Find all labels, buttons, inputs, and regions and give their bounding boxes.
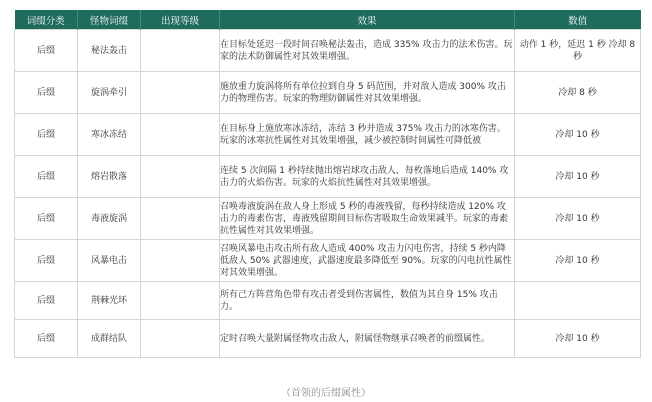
affix-category: 后缀 — [15, 240, 78, 282]
affix-level — [141, 240, 220, 282]
affix-name: 成群结队 — [78, 320, 141, 358]
affix-value: 冷却 10 秒 — [515, 114, 641, 156]
header-value: 数值 — [515, 10, 641, 30]
affix-level — [141, 30, 220, 72]
affix-level — [141, 320, 220, 358]
table-row — [15, 282, 641, 320]
affix-name: 熔岩散落 — [78, 156, 141, 198]
header-monster-affix: 怪物词缀 — [78, 10, 141, 30]
affix-name: 寒冰冻结 — [78, 114, 141, 156]
affix-category: 后缀 — [15, 30, 78, 72]
table-header-row — [15, 10, 641, 30]
header-appear-level: 出现等级 — [141, 10, 220, 30]
affix-name: 毒液旋涡 — [78, 198, 141, 240]
table-row — [15, 320, 641, 358]
affix-level — [141, 72, 220, 114]
table-row — [15, 72, 641, 114]
affix-value: 冷却 10 秒 — [515, 156, 641, 198]
affix-effect: 连续 5 次间隔 1 秒持续抛出熔岩球攻击敌人，每枚落地后造成 140% 攻击力的火焰伤害。玩家的火焰抗性属性对其效果增强。 — [220, 156, 515, 198]
table-row — [15, 240, 641, 282]
table-row — [15, 114, 641, 156]
affix-name: 秘法轰击 — [78, 30, 141, 72]
affix-value: 动作 1 秒，延迟 1 秒 冷却 8 秒 — [515, 30, 641, 72]
affix-value: 冷却 8 秒 — [515, 72, 641, 114]
affix-effect: 在目标处延迟一段时间召唤秘法轰击，造成 335% 攻击力的法术伤害。玩家的法术防御属性对其效果增强。 — [220, 30, 515, 72]
header-effect: 效果 — [220, 10, 515, 30]
affix-category: 后缀 — [15, 156, 78, 198]
affix-table — [14, 10, 641, 358]
affix-category: 后缀 — [15, 198, 78, 240]
table-caption: （首领的后缀属性） — [281, 388, 371, 399]
header-affix-category: 词缀分类 — [15, 10, 78, 30]
affix-value: 冷却 10 秒 — [515, 320, 641, 358]
affix-level — [141, 198, 220, 240]
affix-level — [141, 282, 220, 320]
affix-effect: 所有己方阵营角色带有攻击者受到伤害属性，数值为其自身 15% 攻击力。 — [220, 282, 515, 320]
affix-level — [141, 156, 220, 198]
affix-category: 后缀 — [15, 282, 78, 320]
affix-effect: 召唤毒液旋涡在敌人身上形成 5 秒的毒液残留，每秒持续造成 120% 攻击力的毒素伤害，毒液残留期间目标伤害吸取生命效果减半。玩家的毒素抗性属性对其效果增强。 — [220, 198, 515, 240]
affix-value — [515, 282, 641, 320]
affix-name: 旋涡牵引 — [78, 72, 141, 114]
affix-effect: 定时召唤大量附属怪物攻击敌人，附属怪物继承召唤者的前缀属性。 — [220, 320, 515, 358]
affix-category: 后缀 — [15, 114, 78, 156]
affix-name: 风暴电击 — [78, 240, 141, 282]
table-row — [15, 198, 641, 240]
affix-effect: 施放重力旋涡将所有单位拉到自身 5 码范围，并对敌人造成 300% 攻击力的物理伤害。玩家的物理防御属性对其效果增强。 — [220, 72, 515, 114]
affix-value: 冷却 10 秒 — [515, 240, 641, 282]
table-row — [15, 30, 641, 72]
table-row — [15, 156, 641, 198]
affix-category: 后缀 — [15, 72, 78, 114]
affix-value: 冷却 10 秒 — [515, 198, 641, 240]
affix-category: 后缀 — [15, 320, 78, 358]
affix-effect: 召唤风暴电击攻击所有敌人造成 400% 攻击力闪电伤害，持续 5 秒内降低敌人 50% 武器速度，武器速度最多降低至 90%。玩家的闪电抗性属性对其效果增强。 — [220, 240, 515, 282]
affix-level — [141, 114, 220, 156]
affix-effect: 在目标身上施放寒冰冻结，冻结 3 秒并造成 375% 攻击力的冰寒伤害。玩家的冰寒抗性属性对其效果增强，减少被控制时间属性可降低被 — [220, 114, 515, 156]
affix-name: 荆棘光环 — [78, 282, 141, 320]
